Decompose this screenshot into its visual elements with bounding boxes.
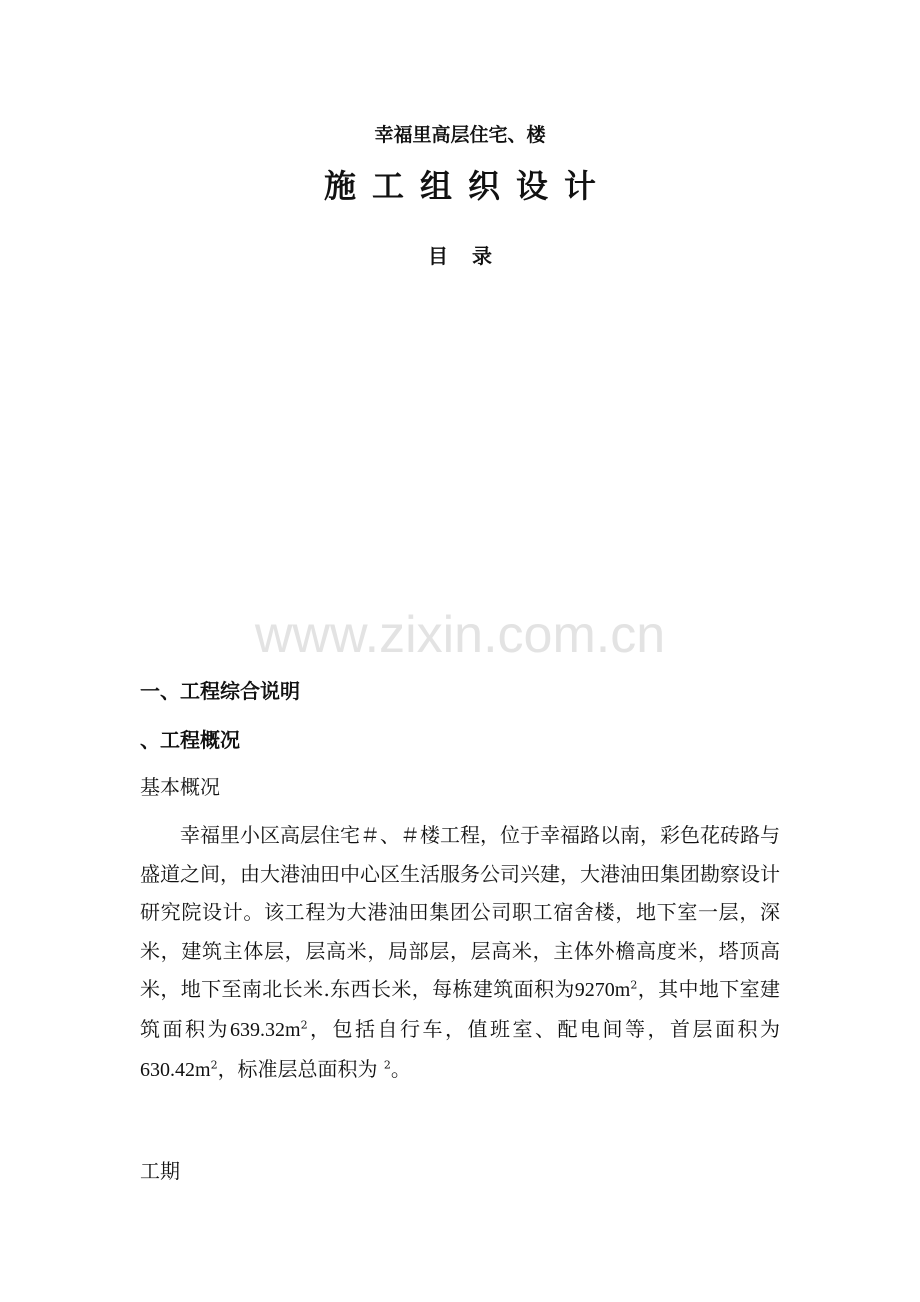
superscript: 2	[630, 978, 638, 992]
section-heading: 一、工程综合说明	[140, 679, 300, 703]
paragraph-text: 幸福里小区高层住宅＃、＃楼工程，位于幸福路以南，彩色花砖路与盛道之间，由大港油田中心区生活服务公司兴建，大港油田集团勘察设计研究院设计。该工程为大港油田集团公司职工宿舍楼，地下室一层，深米，建筑主体层，层高米，局部层，层高米，主体外檐高度米，塔顶高米，地下至南北长米.东西长米，每栋建筑面积为	[140, 823, 780, 1002]
first-floor-area-value: 630.42m	[140, 1058, 211, 1081]
superscript: 2	[383, 1057, 391, 1071]
watermark: www.zixin.com.cn	[254, 606, 666, 664]
document-subtitle: 幸福里高层住宅、楼	[374, 124, 546, 146]
paragraph-text: ，包括自行车，值班室、配电间等，首层面积为	[307, 1016, 781, 1041]
basic-overview-label: 基本概况	[140, 775, 220, 799]
superscript: 2	[300, 1018, 308, 1032]
toc-heading: 目录	[428, 244, 516, 268]
overview-paragraph	[140, 816, 780, 1089]
paragraph-text: ，标准层总面积为	[217, 1056, 384, 1081]
subsection-heading: 、工程概况	[140, 728, 240, 752]
paragraph-text: ，其中地下室建筑面积为	[140, 977, 781, 1041]
construction-period-label: 工期	[140, 1159, 180, 1183]
document-title: 施工组织设计	[323, 167, 612, 205]
total-area-value: 9270m	[574, 979, 631, 1002]
basement-area-value: 639.32m	[230, 1018, 301, 1041]
superscript: 2	[210, 1057, 218, 1071]
paragraph-text: 。	[390, 1056, 411, 1081]
